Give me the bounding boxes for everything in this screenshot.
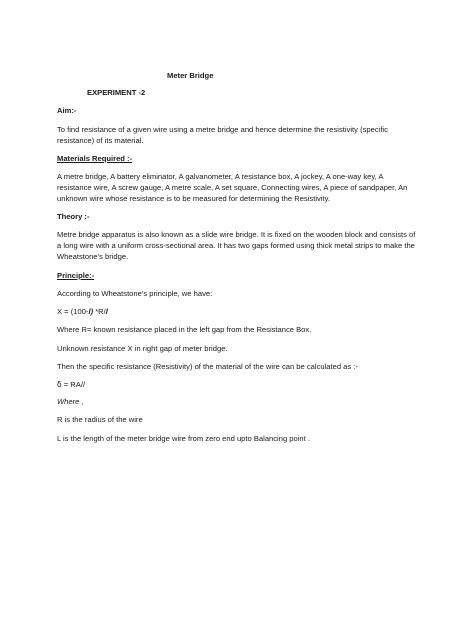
formula-x-l2: l <box>105 307 108 316</box>
formula-rho <box>57 379 85 390</box>
l-length-line: L is the length of the meter bridge wire from zero end upto Balancing point . <box>57 434 310 443</box>
formula-x-prefix: X = (100- <box>57 307 89 316</box>
experiment-label: EXPERIMENT -2 <box>87 88 146 97</box>
aim-text: To find resistance of a given wire using a metre bridge and hence determine the resistivity (specific resistance) of its material. <box>57 125 388 145</box>
theory-heading: Theory :- <box>57 212 90 221</box>
specific-resistance-line: Then the specific resistance (Resistivity) of the material of the wire can be calculated as :- <box>57 362 358 371</box>
materials-heading: Materials Required :- <box>57 154 133 163</box>
principle-heading: Principle:- <box>57 271 95 280</box>
r-radius-line: R is the radius of the wire <box>57 415 143 424</box>
rho-symbol: ẟ <box>57 380 62 389</box>
formula-x <box>57 306 108 317</box>
rho-eq: = RA/ <box>61 380 83 389</box>
theory-text: Metre bridge apparatus is also known as a slide wire bridge. It is fixed on the wooden block and consists of a long wire with a uniform cross-sectional area. It has two gaps formed using thick metal strips to make the Wheatstone’s bridge. <box>57 230 416 261</box>
aim-heading: Aim:- <box>57 106 77 115</box>
principle-intro: According to Wheatstone’s principle, we have: <box>57 289 213 298</box>
materials-text: A metre bridge, A battery eliminator, A galvanometer, A resistance box, A jockey, A one-way key, A resistance wire, A screw gauge, A metre scale, A set square, Connecting wires, A piece of sandpaper, An unknown wire whose resistance is to be measured for determining the Resistivity. <box>57 172 408 203</box>
unknown-x-line: Unknown resistance X in right gap of meter bridge. <box>57 344 228 353</box>
rho-l: l <box>82 380 85 389</box>
where-r-line: Where R= known resistance placed in the left gap from the Resistance Box. <box>57 325 312 334</box>
formula-x-mid: *R/ <box>93 307 106 316</box>
where-label: Where , <box>57 397 84 406</box>
formula-x-l1: l) <box>88 307 94 316</box>
document-title: Meter Bridge <box>167 71 214 80</box>
